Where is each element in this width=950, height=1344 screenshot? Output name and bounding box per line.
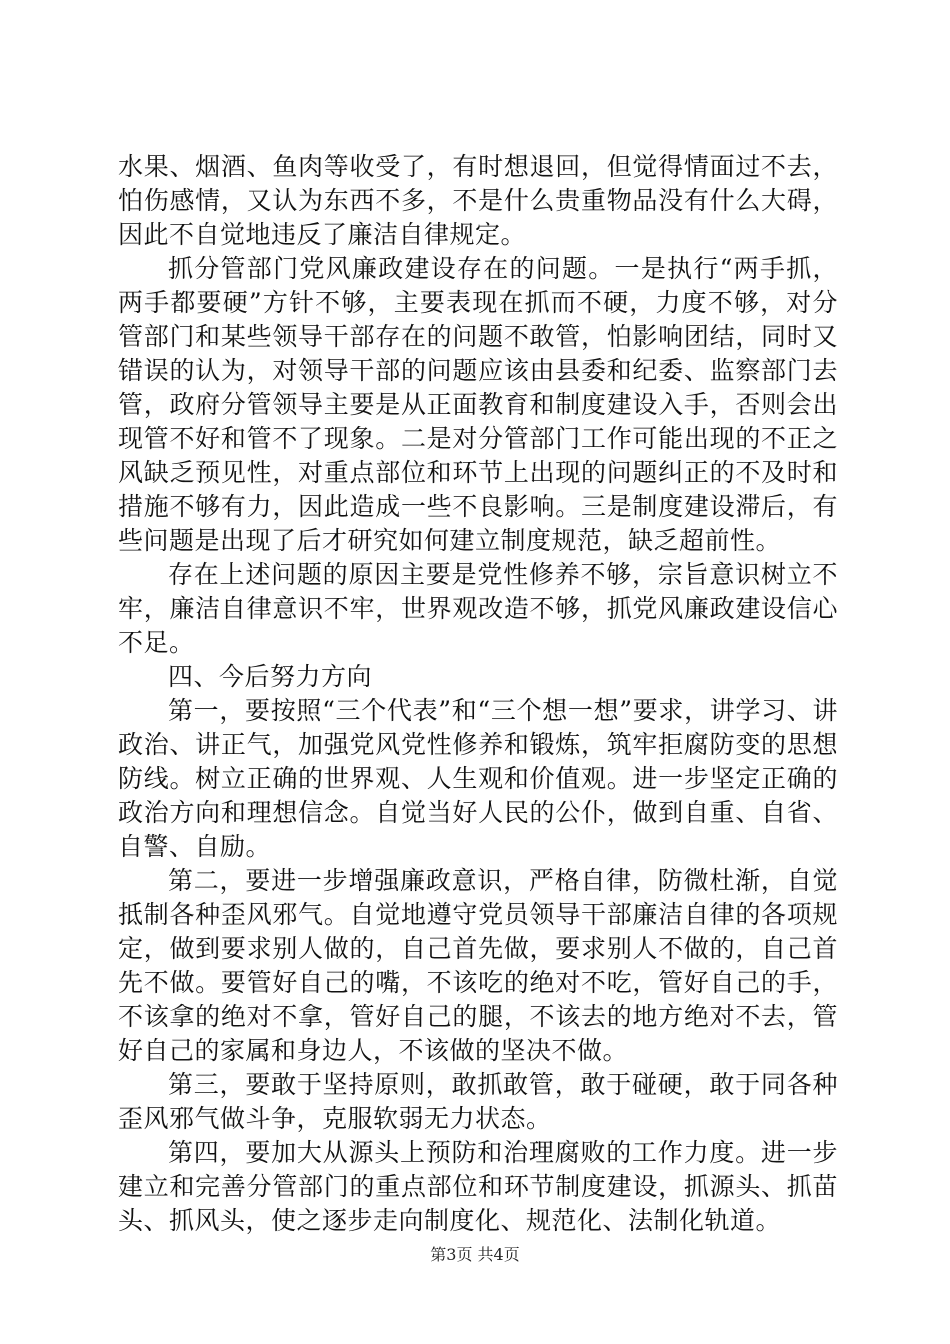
paragraph-first: 第一，要按照“三个代表”和“三个想一想”要求，讲学习、讲政治、讲正气，加强党风党性修养和锻炼，筑牢拒腐防变的思想防线。树立正确的世界观、人生观和价值观。进一步坚定正确的政治方向和理想信念。自觉当好人民的公仆，做到自重、自省、自警、自励。 [118, 696, 838, 861]
paragraph-problems: 抓分管部门党风廉政建设存在的问题。一是执行“两手抓，两手都要硬”方针不够，主要表现在抓而不硬，力度不够，对分管部门和某些领导干部存在的问题不敢管，怕影响团结，同时又错误的认为，对领导干部的问题应该由县委和纪委、监察部门去管，政府分管领导主要是从正面教育和制度建设入手，否则会出现管不好和管不了现象。二是对分管部门工作可能出现的不正之风缺乏预见性，对重点部位和环节上出现的问题纠正的不及时和措施不够有力，因此造成一些不良影响。三是制度建设滞后，有些问题是出现了后才研究如何建立制度规范，缺乏超前性。 [118, 254, 838, 555]
paragraph-fourth: 第四，要加大从源头上预防和治理腐败的工作力度。进一步建立和完善分管部门的重点部位和环节制度建设，抓源头、抓苗头、抓风头，使之逐步走向制度化、规范化、法制化轨道。 [118, 1138, 838, 1235]
paragraph-continuation: 水果、烟酒、鱼肉等收受了，有时想退回，但觉得情面过不去，怕伤感情，又认为东西不多，不是什么贵重物品没有什么大碍，因此不自觉地违反了廉洁自律规定。 [118, 152, 838, 249]
document-body [118, 150, 838, 1238]
paragraph-second: 第二，要进一步增强廉政意识，严格自律，防微杜渐，自觉抵制各种歪风邪气。自觉地遵守党员领导干部廉洁自律的各项规定，做到要求别人做的，自己首先做，要求别人不做的，自己首先不做。要管好自己的嘴，不该吃的绝对不吃，管好自己的手，不该拿的绝对不拿，管好自己的腿，不该去的地方绝对不去，管好自己的家属和身边人，不该做的坚决不做。 [118, 866, 838, 1065]
section-heading: 四、今后努力方向 [168, 662, 373, 691]
paragraph-causes: 存在上述问题的原因主要是党性修养不够，宗旨意识树立不牢，廉洁自律意识不牢，世界观改造不够，抓党风廉政建设信心不足。 [118, 560, 838, 657]
paragraph-third: 第三，要敢于坚持原则，敢抓敢管，敢于碰硬，敢于同各种歪风邪气做斗争，克服软弱无力状态。 [118, 1070, 838, 1133]
page-footer [0, 1245, 950, 1265]
page-number: 第3页 共4页 [430, 1245, 520, 1264]
